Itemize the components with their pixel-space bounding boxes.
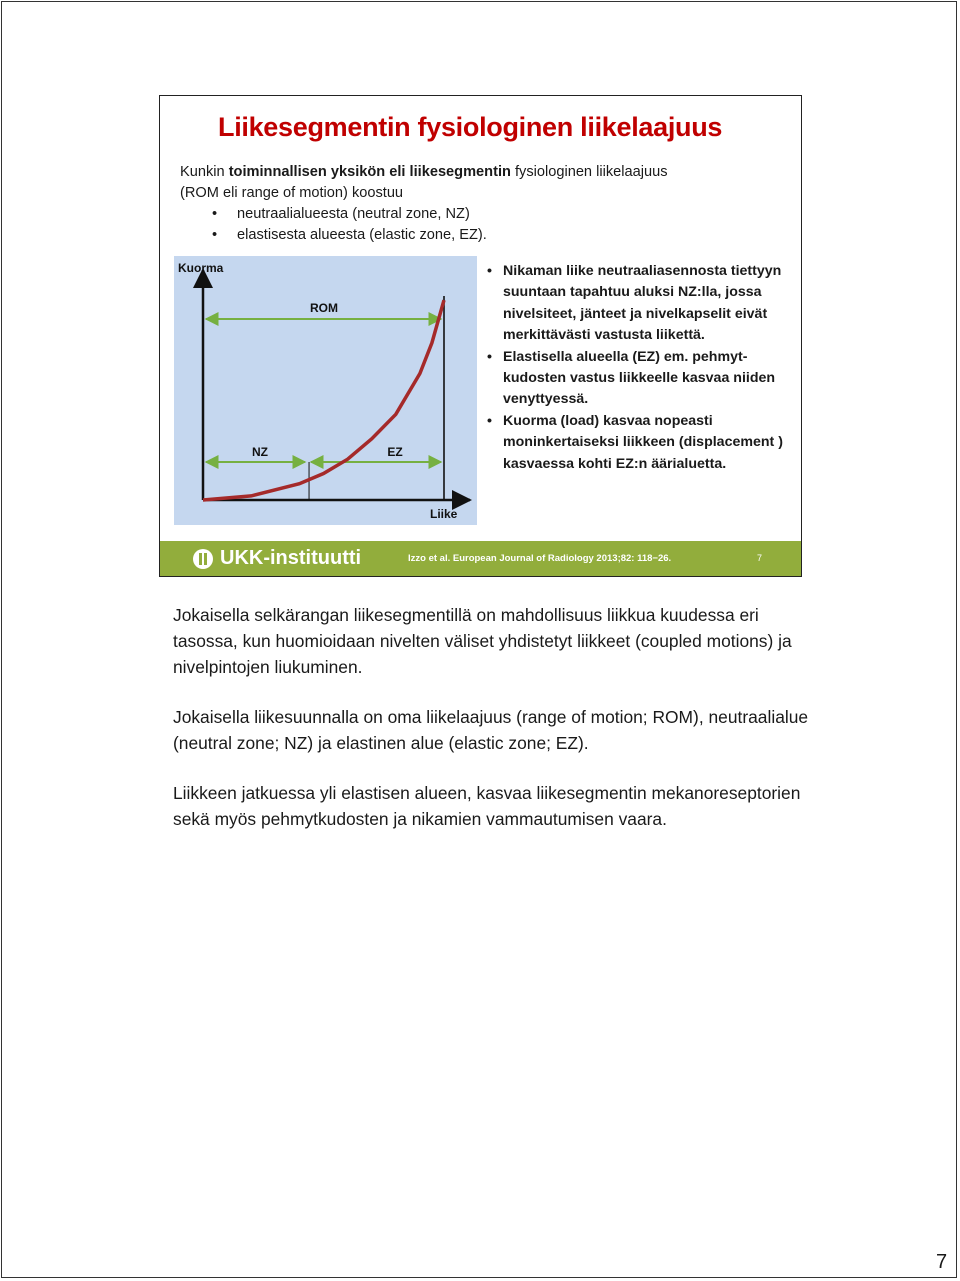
- intro-bold-text: toiminnallisen yksikön eli liikesegmentin: [228, 164, 511, 180]
- slide-intro: [180, 162, 780, 246]
- load-curve: [203, 300, 444, 500]
- ukk-logo-icon: [192, 548, 214, 570]
- nz-label: NZ: [252, 445, 268, 459]
- load-displacement-chart: [174, 256, 477, 525]
- explanation-bullet: • Elastisella alueella (EZ) em. pehmyt-kudosten vastus liikkeelle kasvaa niiden venyttyessä.: [487, 347, 787, 411]
- ez-label: EZ: [387, 445, 403, 459]
- explanation-bullet: • Kuorma (load) kasvaa nopeasti moninkertaiseksi liikkeen (displacement ) kasvaessa kohti EZ:n äärialuetta.: [487, 411, 787, 475]
- notes-section: [173, 602, 813, 856]
- rom-label: ROM: [310, 301, 338, 315]
- intro-line-2: (ROM eli range of motion) koostuu: [180, 185, 404, 201]
- notes-paragraph: Liikkeen jatkuessa yli elastisen alueen, kasvaa liikesegmentin mekanoreseptorien sekä myös pehmytkudosten ja nikamien vammautumisen vaara.: [173, 783, 801, 829]
- slide-title: Liikesegmentin fysiologinen liikelaajuus: [218, 112, 723, 142]
- intro-bullet: • neutraalialueesta (neutral zone, NZ): [180, 204, 780, 225]
- intro-bullet-list: [180, 204, 780, 246]
- x-axis-label: Liike: [430, 507, 458, 521]
- slide-footer: [160, 541, 801, 576]
- intro-text-end: fysiologinen liikelaajuus: [510, 164, 668, 180]
- intro-bullet: • elastisesta alueesta (elastic zone, EZ).: [180, 225, 780, 246]
- logo-text: UKK-instituutti: [220, 547, 362, 569]
- intro-text-start: Kunkin: [180, 164, 229, 180]
- slide-number: 7: [757, 553, 763, 563]
- intro-line-1: [180, 162, 780, 183]
- ukk-logo: [192, 547, 361, 570]
- notes-paragraph: Jokaisella liikesuunnalla on oma liikelaajuus (range of motion; ROM), neutraalialue (neutral zone; NZ) ja elastinen alue (elastic zone; EZ).: [173, 707, 809, 753]
- page-number: 7: [936, 1251, 948, 1273]
- explanation-bullet: • Nikaman liike neutraaliasennosta tiettyyn suuntaan tapahtuu aluksi NZ:lla, jossa nivelsiteet, jänteet ja nivelkapselit eivät merkittävästi vastusta liikettä.: [487, 261, 787, 347]
- notes-paragraph: Jokaisella selkärangan liikesegmentillä on mahdollisuus liikkua kuudessa eri tasossa, kun huomioidaan nivelten väliset yhdistetyt liikkeet (coupled motions) ja nivelpintojen liukuminen.: [173, 605, 792, 677]
- explanation-bullet-list: [487, 261, 787, 475]
- slide: [159, 95, 802, 577]
- y-axis-label: Kuorma: [178, 261, 224, 275]
- chart-panel: [174, 256, 477, 525]
- citation: Izzo et al. European Journal of Radiology 2013;82: 118−26.: [408, 553, 672, 564]
